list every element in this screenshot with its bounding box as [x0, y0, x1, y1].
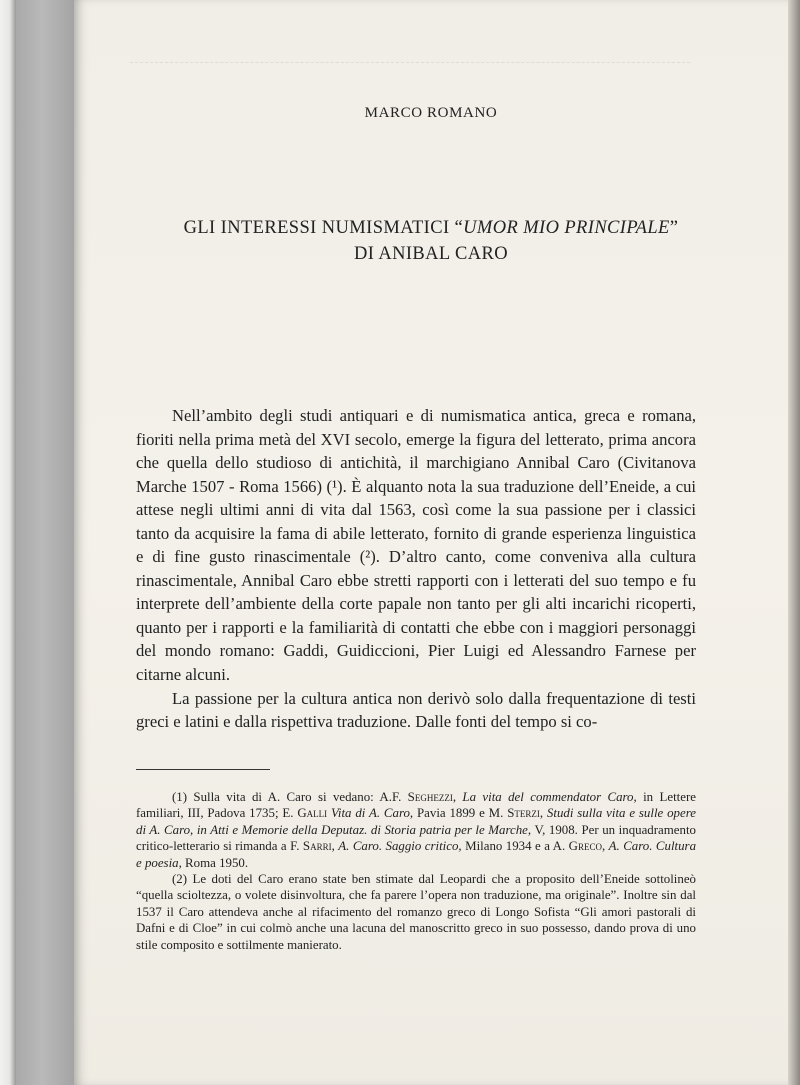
footnote-2: (2) Le doti del Caro erano state ben stimate dal Leopardi che a proposito dell’Eneide sottolineò “quella scioltezza, o volete disinvoltura, che fa parere l’opera non traduzione, ma originale”. Inoltre sin dal 1537 il Caro attendeva anche al rifacimento del romanzo greco di Longo Sofista “Gli amori pastorali di Dafni e di Cloe” in cui colmò anche una lacuna del manoscritto greco in suo possesso, dando prova di uno stile composito e sottilmente manierato. [136, 872, 696, 952]
fn-text: , [601, 839, 609, 854]
fn-author: Sarri [302, 839, 332, 854]
fn-title: A. Caro. Saggio critico, [338, 839, 462, 854]
fn-text: Milano 1934 e a A. [461, 839, 569, 854]
fn-text: , [539, 806, 547, 821]
title-quote-italic: UMOR MIO PRINCIPALE [463, 218, 670, 238]
title-part: ” [669, 218, 679, 238]
fn-author: Greco [568, 839, 602, 854]
fn-text: Pavia 1899 e M. [413, 806, 508, 821]
fn-title: A. Caro. Cultura e poesia, [136, 839, 697, 870]
paragraph-1: Nell’ambito degli studi antiquari e di numismatica antica, greca e romana, fioriti nella prima metà del XVI secolo, emerge la figura del letterato, prima ancora che quella dello studioso di antichità, il marchigiano Annibal Caro (Civitanova Marche 1507 - Roma 1566) (¹). È alquanto nota la sua traduzione dell’Eneide, a cui attese negli ultimi anni di vita dal 1563, così come la sua passione per i classici tanto da acquisire la fama di abile letterato, fornito di grande esperienza linguistica e di fine gusto rinascimentale (²). D’altro canto, come conveniva alla cultura rinascimentale, Annibal Caro ebbe stretti rapporti con i letterati del suo tempo e fu interprete dell’ambiente della corte papale non tanto per gli alti incarichi ricoperti, quanto per i rapporti e la familiarità di contatti che ebbe con i maggiori personaggi del mondo romano: Gaddi, Guidiccioni, Pier Luigi ed Alessandro Farnese per citarne alcuni. [136, 406, 696, 685]
author-name: MARCO ROMANO [364, 105, 498, 121]
fn-title: Studi sulla vita e sulle opere di A. Caro, in Atti e Memorie della Deputaz. di Storia patria per le Marche, [136, 806, 696, 837]
title-part: GLI INTERESSI NUMISMATICI “ [183, 218, 464, 238]
fn-text: , [452, 790, 463, 804]
fn-text: Roma 1950. [181, 855, 249, 870]
footnotes [136, 789, 696, 953]
fn-author: Seghezzi [407, 790, 453, 804]
body-text [136, 404, 696, 734]
title-line-1 [74, 215, 788, 241]
fn-author: Sterzi [507, 806, 540, 821]
title-line-2: DI ANIBAL CARO [354, 244, 508, 264]
fn-title: Vita di A. Caro, [330, 806, 414, 821]
show-through-text [130, 62, 690, 69]
binding-strip [0, 0, 16, 1085]
footnote-1 [136, 789, 696, 871]
fn-text: in Lettere familiari, III, Padova 1735; E. [136, 790, 696, 821]
fn-text: V, 1908. Per un inquadramento critico-letterario si rimanda a F. [136, 822, 696, 854]
fn-title: La vita del commendator Caro, [462, 790, 637, 804]
fn-author: Galli [297, 806, 328, 821]
paragraph-2: La passione per la cultura antica non derivò solo dalla frequentazione di testi greci e latini e dalla rispettiva traduzione. Dalle fonti del tempo si co- [136, 688, 696, 732]
fn-text: (1) Sulla vita di A. Caro si vedano: A.F. [172, 790, 408, 804]
footnote-separator [136, 769, 270, 770]
book-gutter [16, 0, 74, 1085]
page-edge-shadow [788, 0, 800, 1085]
fn-text: , [331, 839, 339, 854]
article-title [74, 215, 788, 267]
